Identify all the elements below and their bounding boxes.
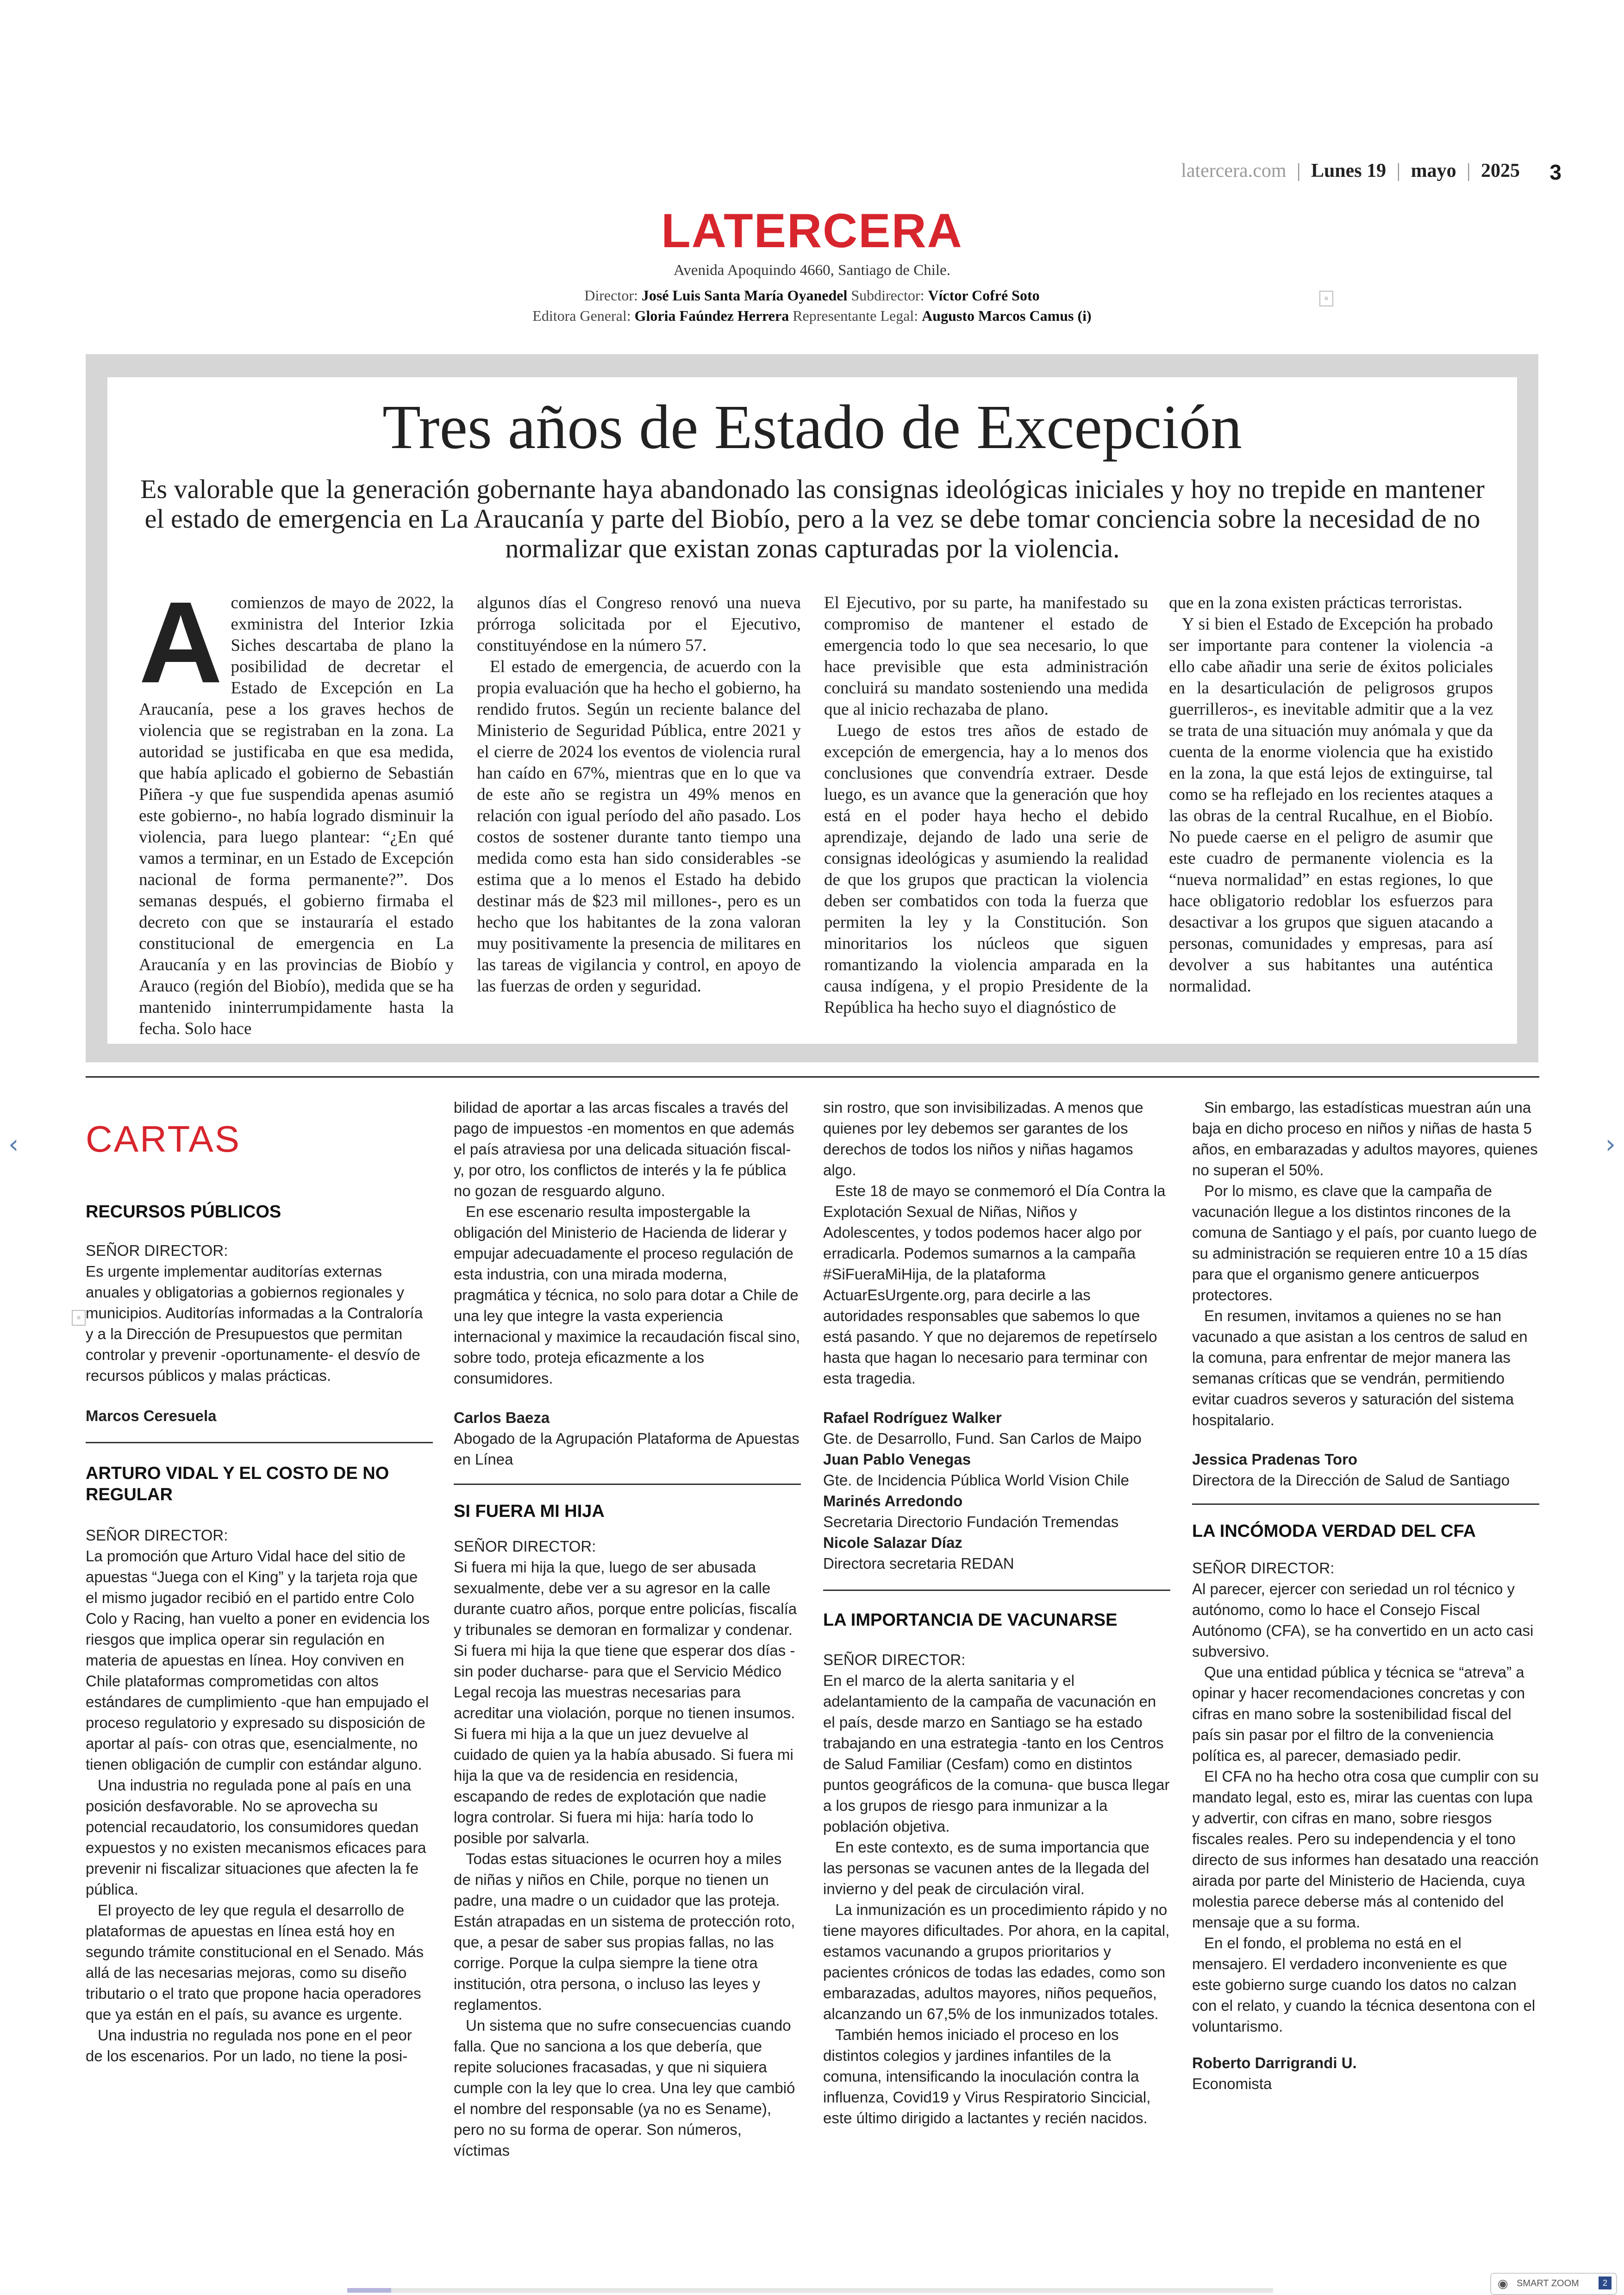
note-icon[interactable]: ≡	[1319, 291, 1333, 306]
letters-column-3: sin rostro, que son invisibilizadas. A menos que quienes por ley debemos ser garantes de los derechos de todos los niños y niñas hagamos algo. Este 18 de mayo se conmemoró el Día Contra la Explotación Sexual de Niñas, Niños y Adolescentes, y todos podemos hacer algo por erradicarla. Podemos sumarnos a la campaña #SiFueraMiHija, de la plataforma ActuarEsUrgente.org, para decirle a las autoridades responsables que sabemos lo que está pasando. Y que no dejaremos de repetírselo hasta que hagan lo necesario para terminar con esta tragedia. Rafael Rodríguez Walker Gte. de Desarrollo, Fund. San Carlos de Maipo Juan Pablo Venegas Gte. de Incidencia Pública World Vision Chile Marinés Arredondo Secretaria Directorio Fundación Tremendas Nicole Salazar Díaz Directora secretaria REDAN LA IMPORTANCIA DE VACUNARSE SEÑOR DIRECTOR: En el marco de la alerta sanitaria y el adelantamiento de la campaña de vacunación en el país, desde marzo en Santiago se ha estado trabajando en una estrategia -tanto en los Centros de Salud Familiar (Cesfam) como en distintos puntos geográficos de la comuna- que busca llegar a los grupos de riesgo para inmunizar a la población objetiva. En este contexto, es de suma importancia que las personas se vacunen antes de la llegada del invierno y del peak de circulación viral. La inmunización es un procedimiento rápido y no tiene mayores dificultades. Por ahora, en la capital, estamos vacunando a grupos prioritarios y pacientes crónicos de todas las edades, como son embarazadas, adultos mayores, niños pequeños, alcanzando un 67,5% de los inmunizados totales. También hemos iniciado el proceso en los distintos colegios y jardines infantiles de la comuna, intensificando la inoculación contra la influenza, Covid19 y Virus Respiratorio Sincicial, este último dirigido a lactantes y recién nacidos.	[823, 1099, 1170, 2127]
letter-signature-role: Economista	[1192, 2075, 1272, 2092]
letter-salutation: SEÑOR DIRECTOR:	[823, 1651, 966, 1668]
letter-signature: Jessica Pradenas Toro	[1192, 1451, 1358, 1468]
page-scrollbar[interactable]	[347, 2288, 1273, 2293]
newspaper-logo: LATERCERA	[661, 204, 963, 258]
smart-zoom-button[interactable]	[1490, 2273, 1617, 2295]
letter-signature: Marinés Arredondo	[823, 1492, 963, 1509]
previous-page-icon[interactable]: ‹	[8, 1129, 19, 1160]
eye-icon: ◉	[1498, 2276, 1508, 2290]
letter-heading: RECURSOS PÚBLICOS	[86, 1202, 281, 1222]
letter-heading: SI FUERA MI HIJA	[454, 1502, 605, 1521]
editorial-column-1: A comienzos de mayo de 2022, la exministra del Interior Izkia Siches descartaba de plano la posibilidad de decretar el Estado de Excepción en La Araucanía, pese a los graves hechos de violencia que se registraban en la zona. La autoridad se justificaba en que esa medida, que había aplicado el gobierno de Sebastián Piñera -y que fue suspendida apenas asumió este gobierno-, no había logrado disminuir la violencia, para luego plantear: “¿En qué vamos a terminar, en un Estado de Excepción nacional de forma permanente?”. Dos semanas después, el gobierno firmaba el decreto con que se instauraría el estado constitucional de emergencia en La Araucanía y en las provincias de Biobío y Arauco (región del Biobío), medida que se ha mantenido ininterrumpidamente hasta la fecha. Solo hace	[139, 578, 454, 1038]
site-url: latercera.com	[1181, 160, 1287, 181]
editorial-column-2: algunos días el Congreso renovó una nueva prórroga solicitada por el Ejecutivo, constituyéndose en la número 57. El estado de emergencia, de acuerdo con la propia evaluación que ha hecho el gobierno, ha rendido frutos. Según un reciente balance del Ministerio de Seguridad Pública, entre 2021 y el cierre de 2024 los eventos de violencia rural han caído en 67%, mientras que en lo que va de este año se registra un 49% menos en relación con igual período del año pasado. Los costos de sostener durante tanto tiempo una medida como esta han sido considerables -se estima que a lo menos el Estado ha debido destinar más de $23 mil millones-, pero es un hecho que los habitantes de la zona valoran muy positivamente la presencia de militares en las tareas de vigilancia y control, en apoyo de las fuerzas de orden y seguridad.	[477, 593, 801, 996]
page-header: latercera.com | Lunes 19 | mayo | 2025	[1181, 160, 1520, 181]
section-rule	[86, 1076, 1539, 1078]
letter-salutation: SEÑOR DIRECTOR:	[86, 1527, 228, 1544]
masthead-address: Avenida Apoquindo 4660, Santiago de Chile.	[674, 262, 950, 279]
letter-signature: Marcos Ceresuela	[86, 1407, 217, 1424]
letter-signature: Rafael Rodríguez Walker	[823, 1409, 1002, 1426]
header-year: 2025	[1481, 160, 1520, 181]
cartas-section-title: CARTAS	[86, 1118, 241, 1160]
editorial-subtitle: Es valorable que la generación gobernante haya abandonado las consignas ideológicas iniciales y hoy no trepide en mantener el estado de emergencia en La Araucanía y parte del Biobío, pero a la vez se debe tomar conciencia sobre la necesidad de no normalizar que existan zonas capturadas por la violencia.	[140, 474, 1485, 563]
letter-body: Es urgente implementar auditorías externas anuales y obligatorias a gobiernos regionales y municipios. Auditorías informadas a la Contraloría y a la Dirección de Presupuestos que permitan controlar y prevenir -oportunamente- el desvío de recursos públicos y malas prácticas.	[86, 1263, 423, 1384]
page-badge: 2	[1599, 2276, 1612, 2289]
letter-heading: ARTURO VIDAL Y EL COSTO DE NO REGULAR	[86, 1464, 389, 1504]
note-icon[interactable]: ≡	[72, 1310, 86, 1326]
editorial-title: Tres años de Estado de Excepción	[382, 393, 1242, 462]
letters-column-2: bilidad de aportar a las arcas fiscales a través del pago de impuestos -en momentos en que además el país atraviesa por una delicada situación fiscal- y, por otro, los conflictos de interés y la fe pública no gozan de resguardo alguno. En ese escenario resulta impostergable la obligación del Ministerio de Hacienda de liderar y empujar adecuadamente el proceso regulación de esta industria, con una mirada moderna, pragmática y técnica, no solo para dotar a Chile de una ley que integre la vasta experiencia internacional y maximice la recaudación fiscal sino, sobre todo, proteja eficazmente a los consumidores. Carlos Baeza Abogado de la Agrupación Plataforma de Apuestas en Línea SI FUERA MI HIJA SEÑOR DIRECTOR: Si fuera mi hija la que, luego de ser abusada sexualmente, debe ver a su agresor en la calle durante cuatro años, porque entre policías, fiscalía y tribunales se demoran en formalizar y condenar. Si fuera mi hija la que tiene que esperar dos días -sin poder ducharse- para que el Servicio Médico Legal recoja las muestras necesarias para acreditar una violación, porque no tienen insumos. Si fuera mi hija a la que un juez devuelve al cuidado de quien ya la había abusado. Si fuera mi hija la que va de residencia en residencia, escapando de redes de explotación que nadie logra controlar. Si fuera mi hija: haría todo lo posible por salvarla. Todas estas situaciones le ocurren hoy a miles de niñas y niños en Chile, porque no tienen un padre, una madre o un cuidador que las proteja. Están atrapadas en un sistema de protección roto, que, a pesar de saber sus propias fallas, no las corrige. Porque la culpa siempre la tiene otra institución, otra persona, o incluso las leyes y reglamentos. Un sistema que no sufre consecuencias cuando falla. Que no sanciona a los que debería, que repite soluciones fracasadas, y que ni siquiera cumple con la ley que lo crea. Una ley que cambió el nombre del responsable (ya no es Sename), pero no su forma de operar. Son números, víctimas	[454, 1099, 800, 2159]
letter-signature: Carlos Baeza	[454, 1409, 550, 1426]
letter-signature-role: Directora de la Dirección de Salud de Santiago	[1192, 1472, 1510, 1489]
letter-salutation: SEÑOR DIRECTOR:	[454, 1538, 596, 1555]
scrollbar-thumb[interactable]	[347, 2288, 391, 2293]
letter-heading: LA INCÓMODA VERDAD DEL CFA	[1192, 1522, 1476, 1541]
letter-signature: Juan Pablo Venegas	[823, 1451, 971, 1468]
header-month: mayo	[1411, 160, 1456, 181]
editorial-column-4: que en la zona existen prácticas terroristas. Y si bien el Estado de Excepción ha probado ser importante para contener la violencia -a ello cabe añadir una serie de éxitos policiales en la desarticulación de peligrosos grupos guerrilleros-, es inevitable admitir que a la vez se trata de una situación muy anómala y que da cuenta de la enorme violencia que ha existido en la zona, la que está lejos de extinguirse, tal como se ha reflejado en los recientes ataques a las obras de la central Rucalhue, en el Biobío. No puede caerse en el peligro de asumir que este cuadro de permanente violencia es la “nueva normalidad” en estas regiones, lo que hace obligatorio redoblar los esfuerzos para desactivar a los grupos que siguen atacando a personas, comunidades y empresas, para así devolver a sus habitantes una auténtica normalidad.	[1169, 593, 1493, 996]
letter-signature-role: Abogado de la Agrupación Plataforma de Apuestas en Línea	[454, 1430, 800, 1468]
next-page-icon[interactable]: ›	[1605, 1129, 1616, 1160]
letter-signature: Roberto Darrigrandi U.	[1192, 2054, 1357, 2071]
letter-heading: LA IMPORTANCIA DE VACUNARSE	[823, 1610, 1118, 1630]
masthead-staff-line-1: Director: José Luis Santa María Oyanedel Subdirector: Víctor Cofré Soto	[584, 287, 1040, 304]
page-number: 3	[1549, 160, 1562, 184]
smart-zoom-label: SMART ZOOM	[1517, 2278, 1579, 2289]
header-day: Lunes 19	[1311, 160, 1387, 181]
masthead-staff-line-2: Editora General: Gloria Faúndez Herrera Representante Legal: Augusto Marcos Camus (i)	[532, 307, 1092, 324]
letter-salutation: SEÑOR DIRECTOR:	[1192, 1559, 1335, 1577]
letter-signature: Nicole Salazar Díaz	[823, 1534, 962, 1551]
letters-column-1: RECURSOS PÚBLICOS SEÑOR DIRECTOR: Es urgente implementar auditorías externas anuales y obligatorias a gobiernos regionales y municipios. Auditorías informadas a la Contraloría y a la Dirección de Presupuestos que permitan controlar y prevenir -oportunamente- el desvío de recursos públicos y malas prácticas. Marcos Ceresuela ARTURO VIDAL Y EL COSTO DE NO REGULAR SEÑOR DIRECTOR: La promoción que Arturo Vidal hace del sitio de apuestas “Juega con el King” y la tarjeta roja que el mismo jugador recibió en el partido entre Colo Colo y Racing, han vuelto a poner en evidencia los riesgos que implica operar sin regulación en materia de apuestas en línea. Hoy conviven en Chile plataformas comprometidas con altos estándares de cumplimiento -que han empujado el proceso regulatorio y expresado su disposición de aportar al país- con otras que, esencialmente, no tienen obligación de cumplir con estándar alguno. Una industria no regulada pone al país en una posición desfavorable. No se aprovecha su potencial recaudatorio, los consumidores quedan expuestos y no existen mecanismos eficaces para prevenir ni fiscalizar situaciones que afecten la fe pública. El proyecto de ley que regula el desarrollo de plataformas de apuestas en línea está hoy en segundo trámite constitucional en el Senado. Más allá de las necesarias mejoras, como su diseño tributario o el trato que propone hacia operadores que ya están en el país, su avance es urgente. Una industria no regulada nos pone en el peor de los escenarios. Por un lado, no tiene la posi-	[86, 1201, 433, 2066]
editorial-column-3: El Ejecutivo, por su parte, ha manifestado su compromiso de mantener el estado de emergencia todo lo que sea necesario, lo que hace previsible que esta administración concluirá su mandato sosteniendo una medida que al inicio rechazaba de plano. Luego de estos tres años de estado de excepción de emergencia, hay a lo menos dos conclusiones que convendría extraer. Desde luego, es un avance que la generación que hoy está en el poder haya hecho el debido aprendizaje, dejando de lado una serie de consignas ideológicas y asumiendo la realidad de que los grupos que practican la violencia deben ser combatidos con toda la fuerza que permiten la ley y la Constitución. Son minoritarios los núcleos que siguen romantizando la violencia amparada en la causa indígena, y el propio Presidente de la República ha hecho suyo el diagnóstico de	[824, 593, 1148, 1017]
drop-cap: A	[139, 578, 223, 707]
letters-column-4: Sin embargo, las estadísticas muestran aún una baja en dicho proceso en niños y niñas de hasta 5 años, en embarazadas y adultos mayores, quienes no superan el 50%. Por lo mismo, es clave que la campaña de vacunación llegue a los distintos rincones de la comuna de Santiago y el país, por cuanto luego de su administración se requieren entre 10 a 15 días para que el organismo genere anticuerpos protectores. En resumen, invitamos a quienes no se han vacunado a que asistan a los centros de salud en la comuna, para enfrentar de mejor manera las semanas críticas que se vendrán, permitiendo evitar cuadros severos y saturación del sistema hospitalario. Jessica Pradenas Toro Directora de la Dirección de Salud de Santiago LA INCÓMODA VERDAD DEL CFA SEÑOR DIRECTOR: Al parecer, ejercer con seriedad un rol técnico y autónomo, como lo hace el Consejo Fiscal Autónomo (CFA), se ha convertido en un acto casi subversivo. Que una entidad pública y técnica se “atreva” a opinar y hacer recomendaciones concretas y con cifras en mano sobre la sostenibilidad fiscal del país sin pasar por el filtro de la conveniencia política es, al parecer, demasiado pedir. El CFA no ha hecho otra cosa que cumplir con su mandato legal, esto es, mirar las cuentas con lupa y advertir, con cifras en mano, sobre riesgos fiscales reales. Pero su independencia y el tono directo de sus informes han desatado una reacción airada por parte del Ministerio de Hacienda, cuya molestia parece deberse más al contenido del mensaje que a su forma. En el fondo, el problema no está en el mensajero. El verdadero inconveniente es que este gobierno surge cuando los datos no calzan con el relato, y cuando la técnica desentona con el voluntarismo. Roberto Darrigrandi U. Economista	[1192, 1097, 1539, 2094]
letter-salutation: SEÑOR DIRECTOR:	[86, 1242, 228, 1259]
